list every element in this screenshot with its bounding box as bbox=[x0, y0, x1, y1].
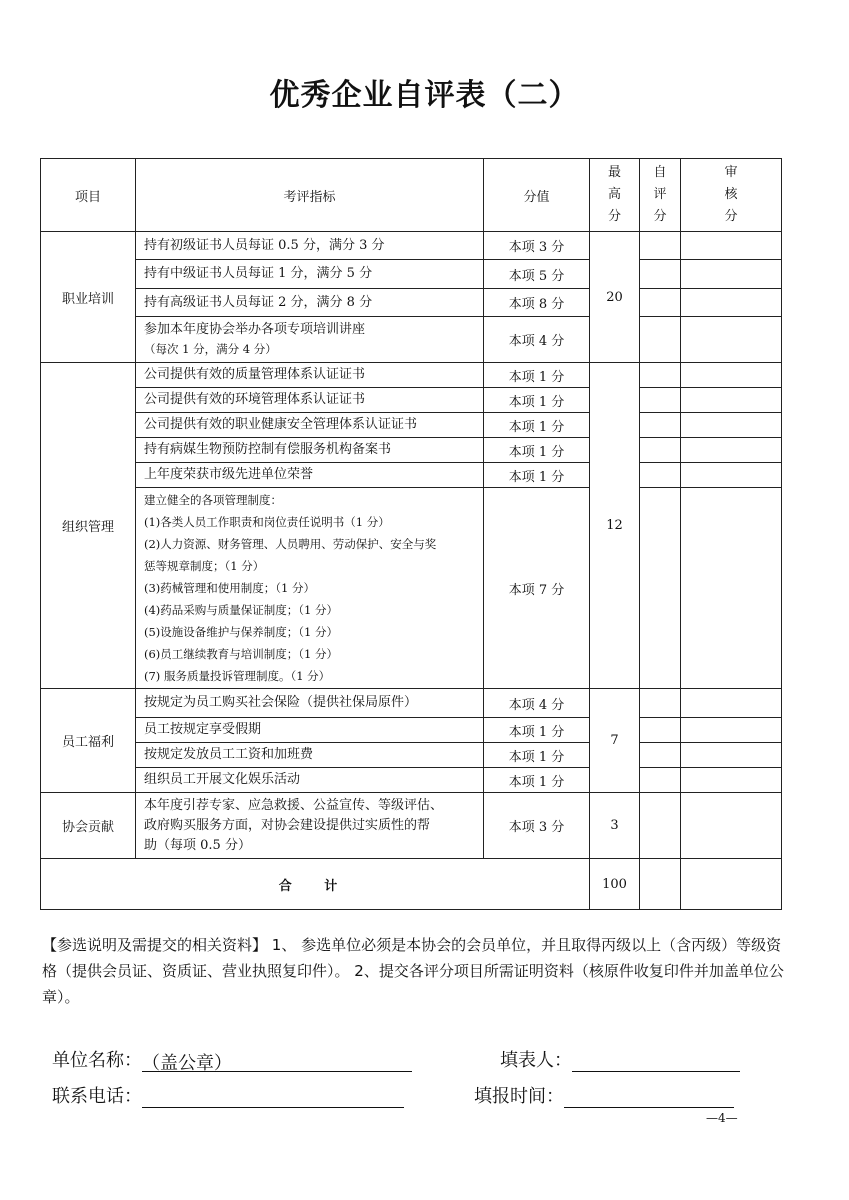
score-cell: 本项 3 分 bbox=[484, 793, 590, 859]
self-score-cell[interactable] bbox=[640, 689, 681, 718]
self-score-cell[interactable] bbox=[640, 232, 681, 260]
table-row bbox=[41, 488, 782, 689]
self-score-cell[interactable] bbox=[640, 260, 681, 289]
indicator-cell: 公司提供有效的质量管理体系认证证书 bbox=[136, 363, 484, 388]
score-cell: 本项 8 分 bbox=[484, 289, 590, 317]
audit-score-cell[interactable] bbox=[681, 232, 782, 260]
score-cell: 本项 1 分 bbox=[484, 463, 590, 488]
score-cell: 本项 4 分 bbox=[484, 689, 590, 718]
audit-score-cell[interactable] bbox=[681, 363, 782, 388]
page-number: —4— bbox=[706, 1111, 738, 1125]
filler-label: 填表人： bbox=[500, 1050, 572, 1071]
self-score-cell[interactable] bbox=[640, 718, 681, 743]
score-cell: 本项 1 分 bbox=[484, 718, 590, 743]
score-cell: 本项 1 分 bbox=[484, 743, 590, 768]
header-indicator: 考评指标 bbox=[136, 159, 484, 232]
filler-input[interactable] bbox=[572, 1049, 740, 1072]
phone-input[interactable] bbox=[142, 1085, 404, 1108]
table-row bbox=[41, 317, 782, 363]
self-score-cell[interactable] bbox=[640, 463, 681, 488]
audit-score-cell[interactable] bbox=[681, 793, 782, 859]
indicator-cell: 持有高级证书人员每证 2 分，满分 8 分 bbox=[136, 289, 484, 317]
audit-score-cell[interactable] bbox=[681, 463, 782, 488]
max-score-cell: 12 bbox=[590, 363, 640, 689]
indicator-cell: 持有病媒生物预防控制有偿服务机构备案书 bbox=[136, 438, 484, 463]
self-score-cell[interactable] bbox=[640, 438, 681, 463]
score-cell: 本项 1 分 bbox=[484, 413, 590, 438]
header-self: 自 评 分 bbox=[640, 159, 681, 232]
table-row bbox=[41, 743, 782, 768]
audit-score-cell[interactable] bbox=[681, 260, 782, 289]
audit-score-cell[interactable] bbox=[681, 718, 782, 743]
table-row bbox=[41, 689, 782, 718]
max-score-cell: 20 bbox=[590, 232, 640, 363]
score-cell: 本项 3 分 bbox=[484, 232, 590, 260]
table-row bbox=[41, 413, 782, 438]
header-max: 最 高 分 bbox=[590, 159, 640, 232]
table-row bbox=[41, 438, 782, 463]
self-score-cell[interactable] bbox=[640, 363, 681, 388]
table-row bbox=[41, 388, 782, 413]
audit-score-cell[interactable] bbox=[681, 438, 782, 463]
audit-score-cell[interactable] bbox=[681, 768, 782, 793]
phone-label: 联系电话： bbox=[52, 1086, 142, 1107]
header-project: 项目 bbox=[41, 159, 136, 232]
page-title: 优秀企业自评表（二） bbox=[269, 78, 580, 113]
table-row bbox=[41, 463, 782, 488]
score-cell: 本项 1 分 bbox=[484, 438, 590, 463]
table-row bbox=[41, 260, 782, 289]
indicator-cell: 持有中级证书人员每证 1 分，满分 5 分 bbox=[136, 260, 484, 289]
score-cell: 本项 1 分 bbox=[484, 768, 590, 793]
self-score-cell[interactable] bbox=[640, 768, 681, 793]
audit-score-cell[interactable] bbox=[681, 689, 782, 718]
evaluation-table bbox=[40, 158, 782, 910]
score-cell: 本项 1 分 bbox=[484, 363, 590, 388]
indicator-cell: 组织员工开展文化娱乐活动 bbox=[136, 768, 484, 793]
category-cell: 职业培训 bbox=[41, 232, 136, 363]
self-score-total-cell[interactable] bbox=[640, 859, 681, 910]
self-score-cell[interactable] bbox=[640, 388, 681, 413]
indicator-cell: 上年度荣获市级先进单位荣誉 bbox=[136, 463, 484, 488]
table-row bbox=[41, 793, 782, 859]
total-value: 100 bbox=[590, 859, 640, 910]
header-audit: 审 核 分 bbox=[681, 159, 782, 232]
total-label: 合 计 bbox=[41, 859, 590, 910]
category-cell: 协会贡献 bbox=[41, 793, 136, 859]
score-cell: 本项 7 分 bbox=[484, 488, 590, 689]
date-label: 填报时间： bbox=[474, 1086, 564, 1107]
indicator-cell: 按规定为员工购买社会保险（提供社保局原件） bbox=[136, 689, 484, 718]
self-score-cell[interactable] bbox=[640, 289, 681, 317]
audit-score-cell[interactable] bbox=[681, 388, 782, 413]
self-score-cell[interactable] bbox=[640, 743, 681, 768]
score-cell: 本项 4 分 bbox=[484, 317, 590, 363]
self-score-cell[interactable] bbox=[640, 793, 681, 859]
table-row bbox=[41, 768, 782, 793]
indicator-cell: 公司提供有效的环境管理体系认证证书 bbox=[136, 388, 484, 413]
audit-score-cell[interactable] bbox=[681, 317, 782, 363]
audit-score-cell[interactable] bbox=[681, 743, 782, 768]
unit-name-input[interactable] bbox=[142, 1049, 412, 1072]
table-row bbox=[41, 232, 782, 260]
table-row bbox=[41, 289, 782, 317]
audit-score-total-cell[interactable] bbox=[681, 859, 782, 910]
total-row bbox=[41, 859, 782, 910]
score-cell: 本项 1 分 bbox=[484, 388, 590, 413]
unit-name-value: （盖公章） bbox=[142, 1053, 232, 1074]
max-score-cell: 3 bbox=[590, 793, 640, 859]
indicator-cell: 员工按规定享受假期 bbox=[136, 718, 484, 743]
date-field bbox=[474, 1082, 734, 1108]
unit-name-label: 单位名称： bbox=[52, 1050, 142, 1071]
date-input[interactable] bbox=[564, 1085, 734, 1108]
audit-score-cell[interactable] bbox=[681, 488, 782, 689]
audit-score-cell[interactable] bbox=[681, 413, 782, 438]
self-score-cell[interactable] bbox=[640, 317, 681, 363]
indicator-cell: 按规定发放员工工资和加班费 bbox=[136, 743, 484, 768]
audit-score-cell[interactable] bbox=[681, 289, 782, 317]
indicator-cell: 本年度引荐专家、应急救援、公益宣传、等级评估、 政府购买服务方面，对协会建设提供过实质性的帮 助（每项 0.5 分） bbox=[136, 793, 484, 859]
table-row bbox=[41, 718, 782, 743]
notes-paragraph: 【参选说明及需提交的相关资料】 1、 参选单位必须是本协会的会员单位，并且取得丙级以上（含丙级）等级资格（提供会员证、资质证、营业执照复印件）。 2、提交各评分项目所需证明资料（核原件收复印件并加盖单位公章）。 bbox=[42, 936, 784, 1006]
self-score-cell[interactable] bbox=[640, 488, 681, 689]
table-row bbox=[41, 363, 782, 388]
indicator-cell: 参加本年度协会举办各项专项培训讲座 （每次 1 分，满分 4 分） bbox=[136, 317, 484, 363]
self-score-cell[interactable] bbox=[640, 413, 681, 438]
indicator-cell: 建立健全的各项管理制度： (1)各类人员工作职责和岗位责任说明书（1 分） (2)人力资源、财务管理、人员聘用、劳动保护、安全与奖 惩等规章制度；（1 分） (3)药械管理和使用制度；（1 分） (4)药品采购与质量保证制度；（1 分） (5)设施设备维护与保养制度；（1 分） (6)员工继续教育与培训制度；（1 分） (7) 服务质量投诉管理制度。（1 分） bbox=[136, 488, 484, 689]
unit-name-field bbox=[52, 1046, 412, 1072]
score-cell: 本项 5 分 bbox=[484, 260, 590, 289]
category-cell: 员工福利 bbox=[41, 689, 136, 793]
header-score: 分值 bbox=[484, 159, 590, 232]
indicator-cell: 公司提供有效的职业健康安全管理体系认证证书 bbox=[136, 413, 484, 438]
max-score-cell: 7 bbox=[590, 689, 640, 793]
phone-field bbox=[52, 1082, 404, 1108]
indicator-cell: 持有初级证书人员每证 0.5 分，满分 3 分 bbox=[136, 232, 484, 260]
category-cell: 组织管理 bbox=[41, 363, 136, 689]
filler-field bbox=[500, 1046, 740, 1072]
